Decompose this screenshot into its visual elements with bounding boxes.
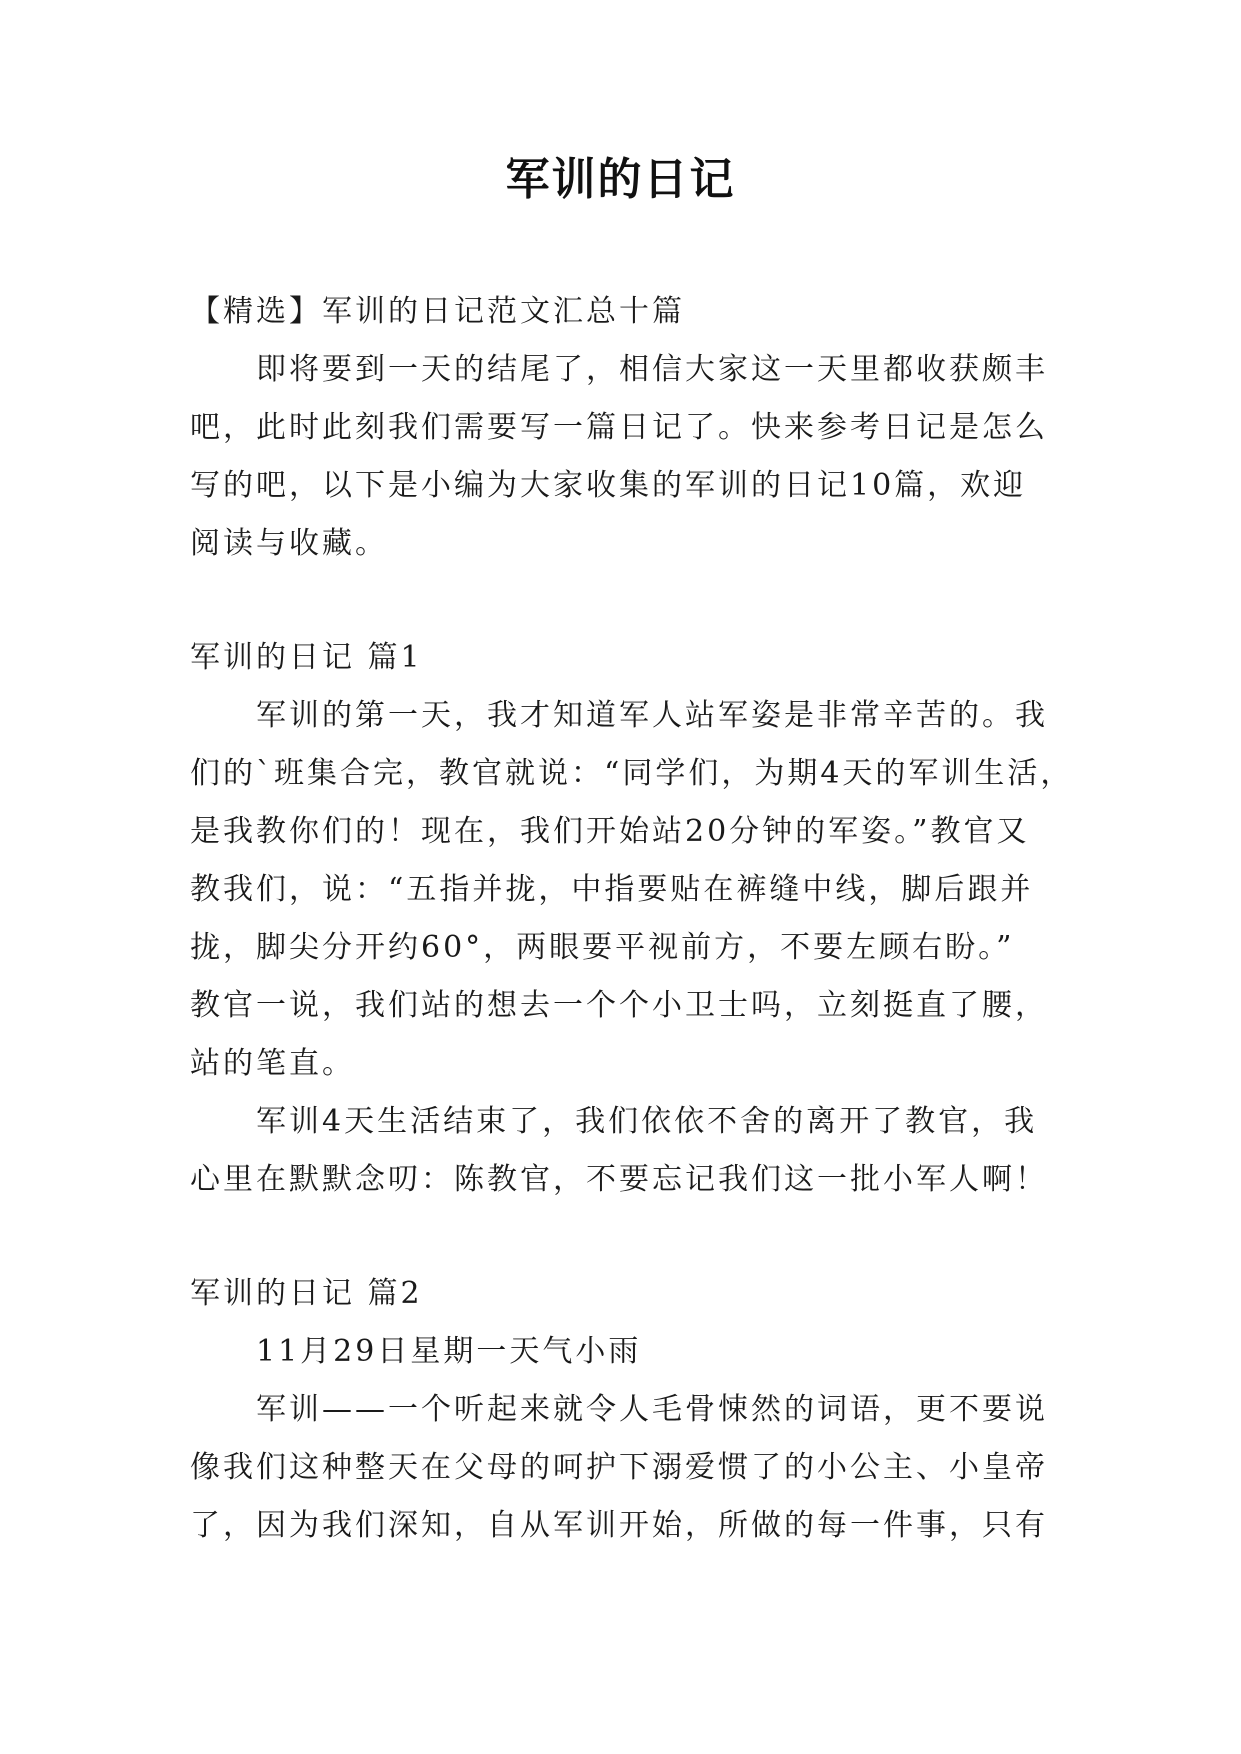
section-2-paragraph-line: 了，因为我们深知，自从军训开始，所做的每一件事，只有: [190, 1508, 1048, 1543]
document-title: 军训的日记: [505, 154, 736, 205]
intro-paragraph-line: 吧，此时此刻我们需要写一篇日记了。快来参考日记是怎么: [190, 410, 1048, 445]
intro-heading: 【精选】军训的日记范文汇总十篇: [190, 294, 685, 329]
section-heading-1: 军训的日记 篇1: [190, 640, 423, 675]
section-1-paragraph-line: 拢，脚尖分开约60°，两眼要平视前方，不要左顾右盼。”: [190, 930, 1015, 965]
section-1-paragraph-line: 是我教你们的！现在，我们开始站20分钟的军姿。”教官又: [190, 814, 1030, 849]
section-1-paragraph-line: 教我们，说：“五指并拢，中指要贴在裤缝中线，脚后跟并: [190, 872, 1034, 907]
section-2-paragraph-line: 军训——一个听起来就令人毛骨悚然的词语，更不要说: [256, 1392, 1048, 1427]
section-1-paragraph-line: 军训的第一天，我才知道军人站军姿是非常辛苦的。我: [256, 698, 1048, 733]
section-heading-2: 军训的日记 篇2: [190, 1276, 423, 1311]
section-1-paragraph-line: 教官一说，我们站的想去一个个小卫士吗，立刻挺直了腰，: [190, 988, 1048, 1023]
section-2-paragraph-line: 像我们这种整天在父母的呵护下溺爱惯了的小公主、小皇帝: [190, 1450, 1048, 1485]
section-1-paragraph-line: 心里在默默念叨：陈教官，不要忘记我们这一批小军人啊！: [190, 1162, 1048, 1197]
section-1-paragraph-line: 们的`班集合完，教官就说：“同学们，为期4天的军训生活，: [190, 756, 1074, 791]
section-1-paragraph-line: 军训4天生活结束了，我们依依不舍的离开了教官，我: [256, 1104, 1038, 1139]
section-2-date-line: 11月29日星期一天气小雨: [256, 1334, 642, 1369]
intro-paragraph-line: 写的吧，以下是小编为大家收集的军训的日记10篇，欢迎: [190, 468, 1027, 503]
intro-paragraph-line: 即将要到一天的结尾了，相信大家这一天里都收获颇丰: [256, 352, 1048, 387]
section-1-paragraph-line: 站的笔直。: [190, 1046, 355, 1081]
intro-paragraph-line: 阅读与收藏。: [190, 526, 388, 561]
